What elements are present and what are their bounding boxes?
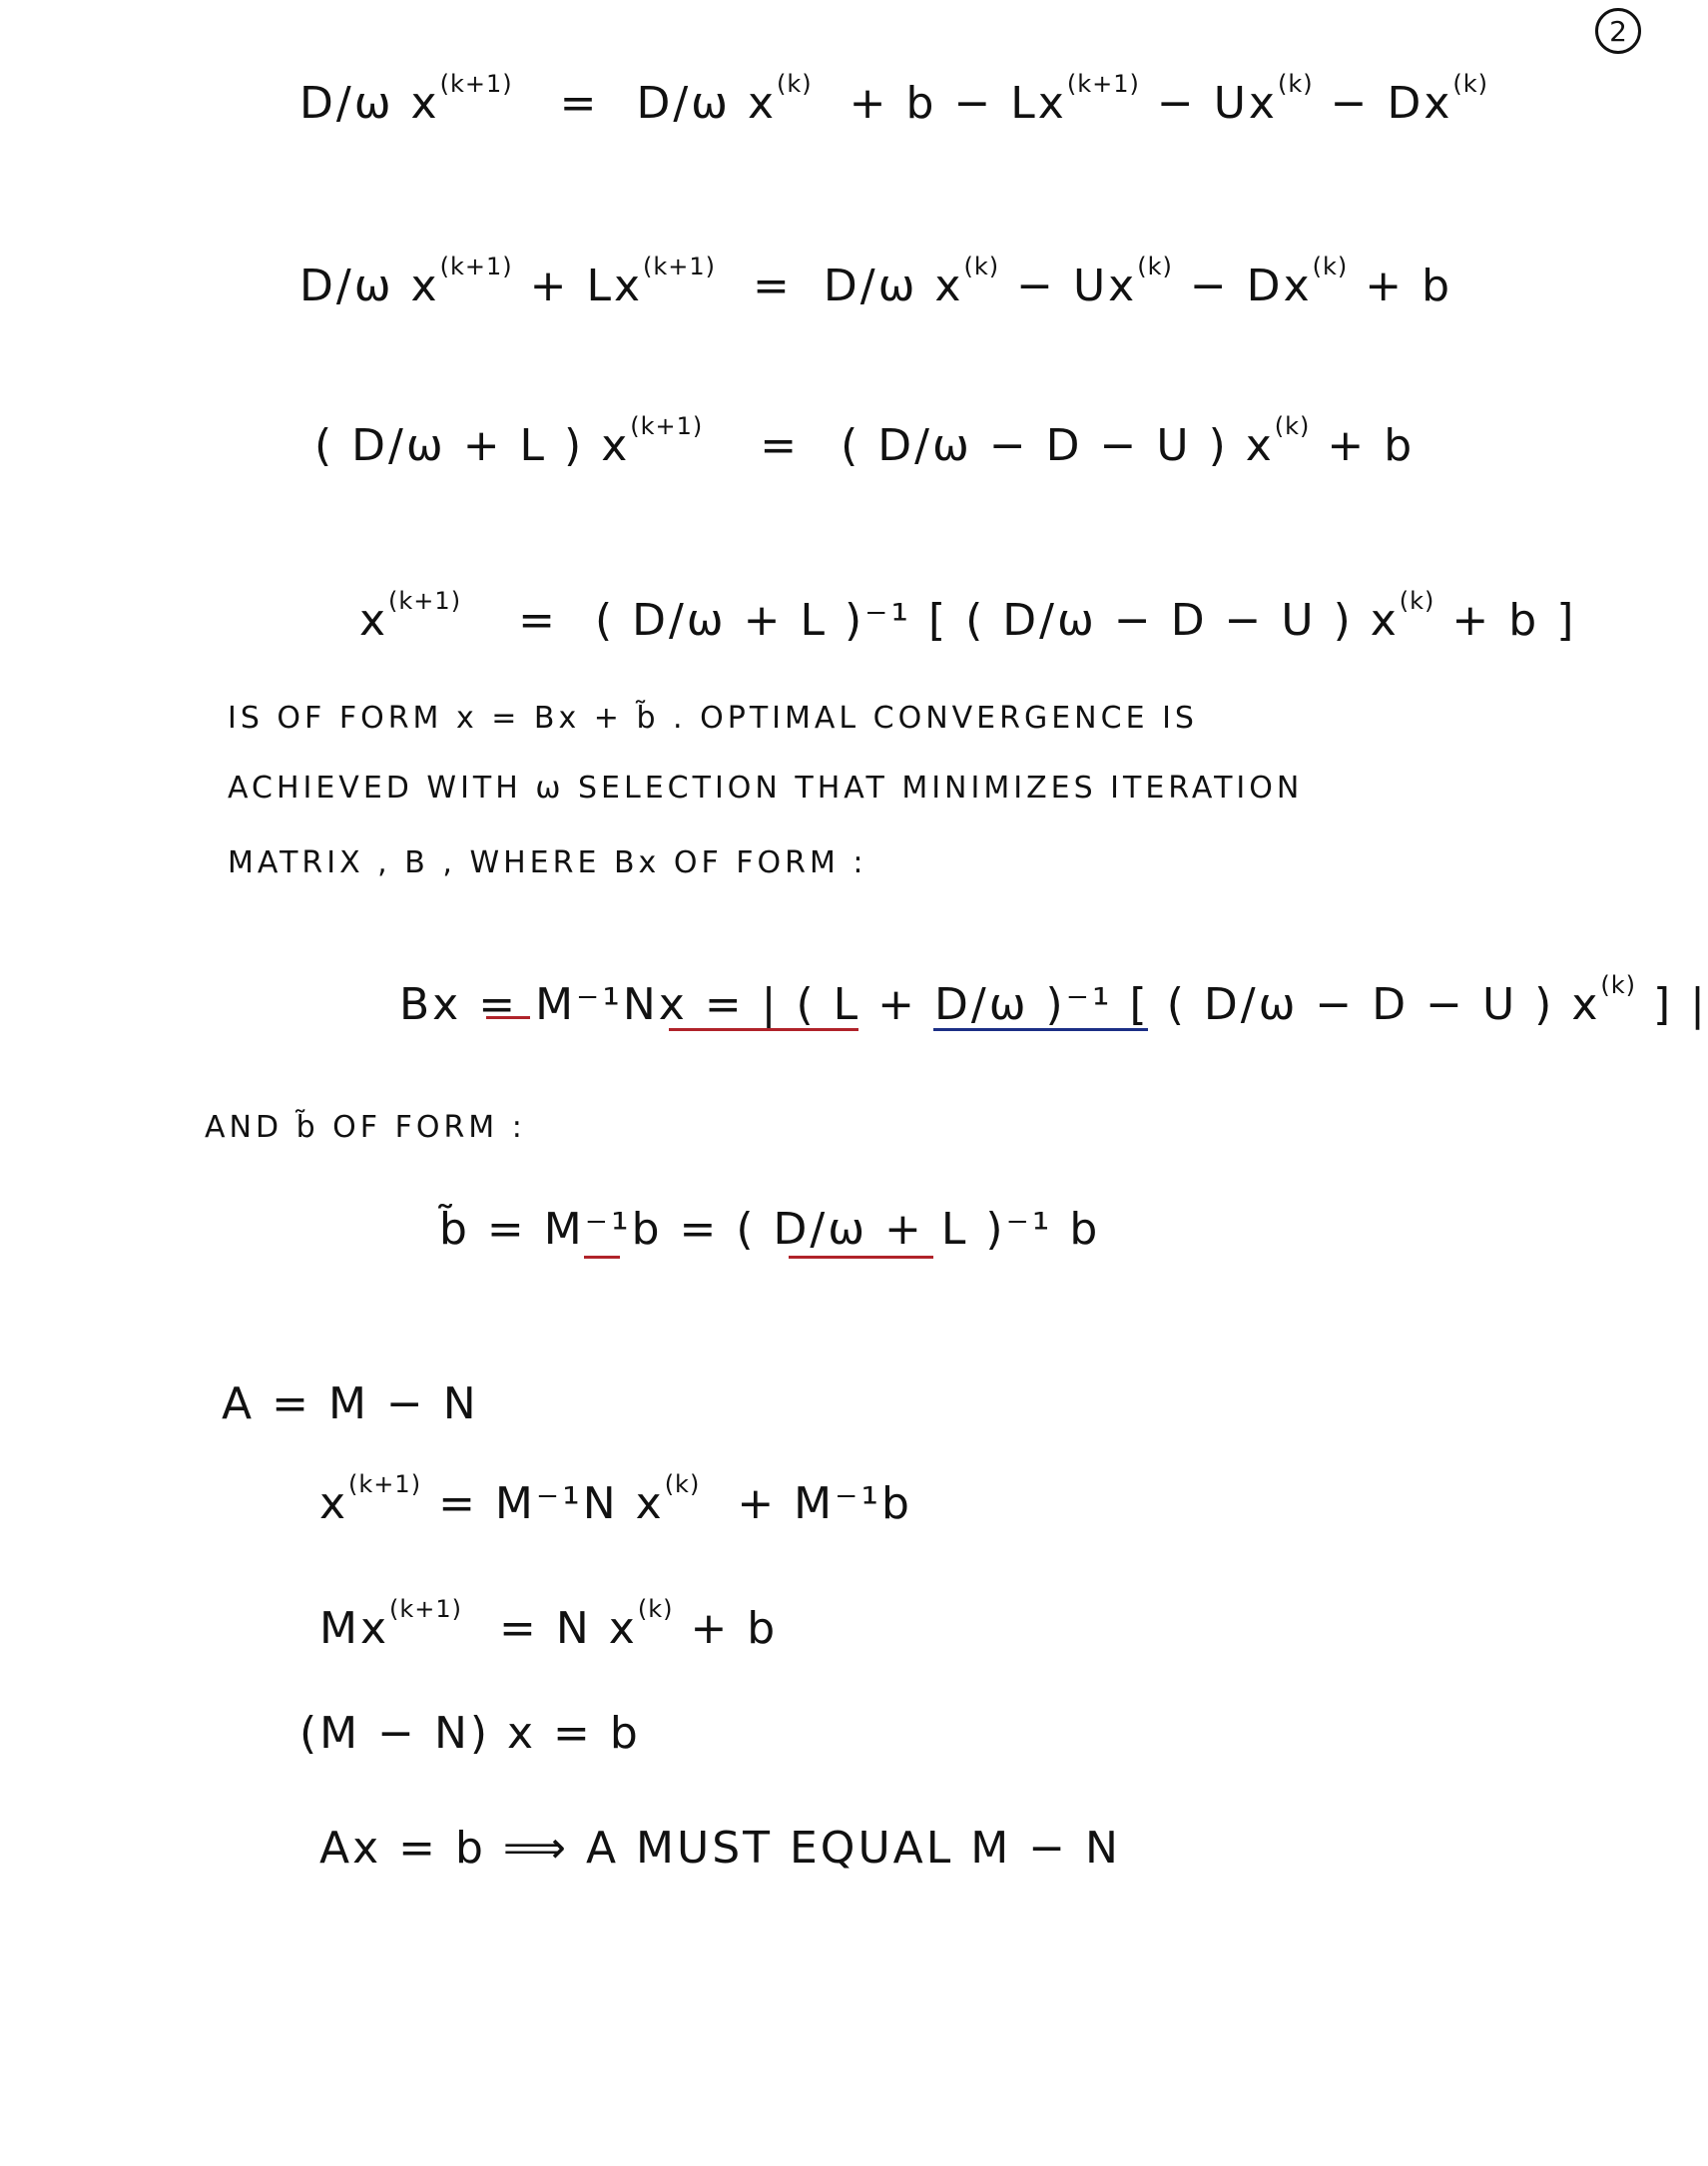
- eq3-tail: + b: [1327, 420, 1416, 471]
- eq1-rhs2-sup: (k+1): [1066, 70, 1140, 98]
- eq3-equals: =: [760, 420, 801, 471]
- der3-tail: + b: [690, 1603, 779, 1654]
- der2-tail: + M⁻¹b: [737, 1478, 912, 1529]
- underline-m-inverse: [486, 1016, 530, 1019]
- eq1-rhs1: D/ω x: [636, 78, 778, 129]
- eq2-term-c-sup: (k): [963, 253, 1000, 280]
- eq2-term-a: D/ω x: [299, 261, 440, 311]
- prose-line-2: ACHIEVED WITH ω SELECTION THAT MINIMIZES ITERATION: [228, 771, 1304, 806]
- derivation-line-1: A = M − N: [222, 1378, 479, 1429]
- eq2-term-b-sup: (k+1): [643, 253, 717, 280]
- eq3-rhs: ( D/ω − D − U ) x: [841, 420, 1275, 471]
- eq1-rhs1-sup: (k): [777, 70, 813, 98]
- eq1-rhs3-sup: (k): [1277, 70, 1314, 98]
- eq5-sup: (k): [1600, 971, 1636, 999]
- der3-mid-sup: (k): [637, 1595, 674, 1623]
- prose-line-1: IS OF FORM x = Bx + b̃ . OPTIMAL CONVERGENCE IS: [228, 701, 1198, 736]
- der2-lhs: x: [319, 1478, 349, 1529]
- eq3-lhs-sup: (k+1): [630, 412, 704, 440]
- eq4-rhs-sup: (k): [1399, 587, 1435, 615]
- page-number: 2: [1595, 8, 1641, 54]
- eq5-body: Bx = M⁻¹Nx = | ( L + D/ω )⁻¹ [ ( D/ω − D − U ) x: [399, 979, 1601, 1030]
- eq1-lhs: D/ω x: [299, 78, 440, 129]
- eq1-rhs2: + b − Lx: [849, 78, 1067, 129]
- eq1-rhs4: − Dx: [1330, 78, 1453, 129]
- derivation-line-4: (M − N) x = b: [299, 1708, 641, 1759]
- eq2-term-f: + b: [1365, 261, 1453, 311]
- eq4-rhs: ( D/ω + L )⁻¹ [ ( D/ω − D − U ) x: [594, 595, 1400, 646]
- eq2-term-c: D/ω x: [823, 261, 964, 311]
- eq3-rhs-sup: (k): [1274, 412, 1311, 440]
- equation-6: b̃ = M⁻¹b = ( D/ω + L )⁻¹ b: [439, 1204, 1101, 1255]
- eq4-lhs: x: [359, 595, 389, 646]
- eq1-rhs3: − Ux: [1156, 78, 1278, 129]
- eq2-term-d-sup: (k): [1137, 253, 1173, 280]
- der2-mid: = M⁻¹N x: [438, 1478, 665, 1529]
- derivation-line-5: Ax = b ⟹ A MUST EQUAL M − N: [319, 1823, 1121, 1874]
- prose-line-3: MATRIX , B , WHERE Bx OF FORM :: [228, 845, 867, 880]
- equation-4: [359, 587, 1577, 646]
- equation-5: [399, 971, 1708, 1030]
- eq2-term-b: + Lx: [529, 261, 643, 311]
- der2-lhs-sup: (k+1): [348, 1470, 422, 1498]
- underline-d-over-omega-minus-d-minus-u: [933, 1028, 1148, 1031]
- equation-2: [299, 253, 1453, 311]
- underline-l-plus-d-over-omega: [669, 1028, 858, 1031]
- eq4-equals: =: [518, 595, 558, 646]
- equation-3: [314, 412, 1416, 471]
- derivation-line-2: [319, 1470, 912, 1529]
- eq4-lhs-sup: (k+1): [388, 587, 462, 615]
- eq2-term-e: − Dx: [1189, 261, 1313, 311]
- and-line: AND b̃ OF FORM :: [205, 1110, 526, 1145]
- eq5-tail: ] |: [1652, 979, 1708, 1030]
- eq1-lhs-sup: (k+1): [439, 70, 513, 98]
- eq2-term-d: − Ux: [1016, 261, 1138, 311]
- eq3-lhs: ( D/ω + L ) x: [314, 420, 631, 471]
- eq2-term-a-sup: (k+1): [439, 253, 513, 280]
- equation-1: [299, 70, 1489, 129]
- underline-m-inverse-b: [584, 1256, 620, 1259]
- derivation-line-3: [319, 1595, 779, 1654]
- eq2-equals: =: [753, 261, 793, 311]
- der2-mid-sup: (k): [664, 1470, 701, 1498]
- der3-lhs: Mx: [319, 1603, 390, 1654]
- eq1-rhs4-sup: (k): [1452, 70, 1489, 98]
- underline-d-over-omega-plus-l: [789, 1256, 933, 1259]
- eq2-term-e-sup: (k): [1312, 253, 1349, 280]
- eq4-tail: + b ]: [1451, 595, 1577, 646]
- eq1-equals: =: [559, 78, 600, 129]
- der3-mid: = N x: [499, 1603, 638, 1654]
- der3-lhs-sup: (k+1): [389, 1595, 463, 1623]
